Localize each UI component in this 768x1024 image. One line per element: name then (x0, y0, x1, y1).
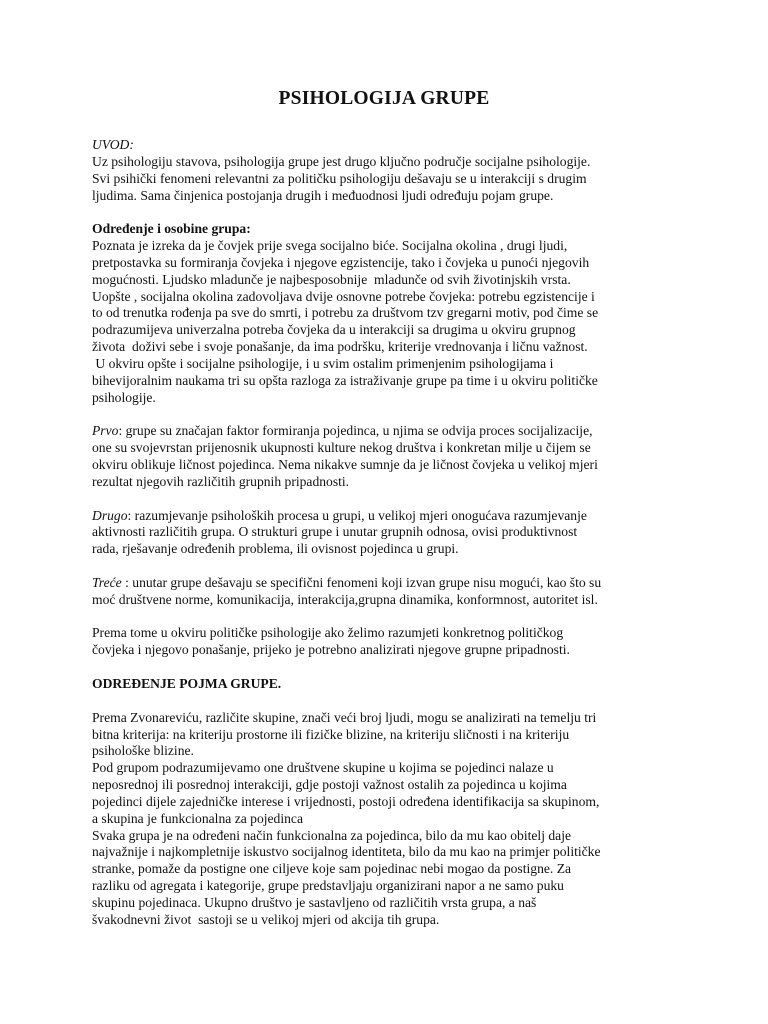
reason-second-paragraph (92, 508, 692, 559)
text-line: : grupe su značajan faktor formiranja pojedinca, u njima se odvija proces socijalizacije, (118, 423, 593, 439)
section2-paragraph (92, 710, 692, 929)
intro-paragraph (92, 154, 692, 205)
text-line: Uopšte , socijalna okolina zadovoljava dvije osnovne potrebe čovjeka: potrebu egzistencije i (92, 288, 595, 304)
text-line: bihevijoralnim naukama tri su opšta razloga za istraživanje grupe pa time i u okviru političke (92, 372, 598, 388)
reason-label: Prvo (92, 423, 119, 439)
text-line: čovjeka i njegovo ponašanje, prijeko je potrebno analizirati njegove grupne pripadnosti. (92, 642, 570, 658)
text-line: švakodnevni život sastoji se u velikoj mjeri od akcija tih grupa. (92, 911, 440, 927)
section-heading: ODREĐENJE POJMA GRUPE. (92, 676, 282, 691)
reason-first-paragraph (92, 423, 692, 490)
text-line: razliku od agregata i kategorije, grupe predstavljaju organizirani napor a ne samo puku (92, 878, 564, 894)
text-line: a skupina je funkcionalna za pojedinca (92, 810, 303, 826)
conclusion-paragraph (92, 625, 692, 659)
text-line: psihologije. (92, 389, 156, 405)
text-line: mogućnosti. Ljudsko mladunče je najbesposobnije mladunče od svih životinjskih vrsta. (92, 271, 571, 287)
text-line: psihološke blizine. (92, 743, 194, 759)
document-body (92, 137, 692, 929)
text-line: bitna kriterija: na kriteriju prostorne ili fizičke blizine, na kriteriju sličnosti i na kriteriju (92, 726, 570, 742)
text-line: one su svojevrstan prijenosnik ukupnosti kulture nekog društva i konkretan milje u čijem se (92, 440, 591, 456)
text-line: najvažnije i najkompletnije iskustvo socijalnog identiteta, bilo da mu kao na primjer političke (92, 844, 601, 860)
text-line: to od trenutka rođenja pa sve do smrti, i potrebu za društvom tzv gregarni motiv, pod čime se (92, 305, 599, 321)
text-line: Pod grupom podrazumijevamo one društvene skupine u kojima se pojedinci nalaze u (92, 760, 554, 776)
text-line: skupinu pojedinaca. Ukupno društvo je sastavljeno od različitih vrsta grupa, a naš (92, 894, 537, 910)
text-line: neposrednoj ili posrednoj interakciji, gdje postoji važnost ostalih za pojedinca u kojima (92, 777, 567, 793)
text-line: rada, rješavanje određenih problema, ili ovisnost pojedinca u grupi. (92, 541, 459, 557)
text-line: Svi psihički fenomeni relevantni za političku psihologiju dešavaju se u interakciji s drugim (92, 170, 587, 186)
text-line: Prema Zvonareviću, različite skupine, znači veći broj ljudi, mogu se analizirati na temelju tri (92, 709, 597, 725)
section1-paragraph (92, 238, 692, 406)
text-line: Uz psihologiju stavova, psihologija grupe jest drugo ključno područje socijalne psihologije. (92, 153, 591, 169)
text-line: pojedinci dijele zajedničke interese i vrijednosti, postoji određena identifikacija sa skupinom, (92, 793, 600, 809)
text-line: stranke, pomaže da postigne one ciljeve koje sam pojedinac nebi mogao da postigne. Za (92, 861, 572, 877)
text-line: života doživi sebe i svoje ponašanje, da ima podršku, kriterije vrednovanja i ličnu važnost. (92, 339, 588, 355)
document-title: PSIHOLOGIJA GRUPE (278, 88, 490, 109)
text-line: : razumjevanje psiholoških procesa u grupi, u velikoj mjeri onogućava razumjevanje (127, 507, 587, 523)
intro-label: UVOD: (92, 137, 134, 152)
text-line: podrazumijeva univerzalna potreba čovjeka da u interakciji sa drugima u okviru grupnog (92, 322, 576, 338)
text-line: U okviru opšte i socijalne psihologije, i u svim ostalim primenjenim psihologijama i (92, 355, 554, 371)
text-line: aktivnosti različitih grupa. O strukturi grupe i unutar grupnih odnosa, ovisi produktivnost (92, 524, 578, 540)
text-line: Prema tome u okviru političke psihologije ako želimo razumjeti konkretnog političkog (92, 625, 564, 641)
reason-label: Drugo (92, 507, 128, 523)
reason-label: Treće (92, 574, 122, 590)
text-line: moć društvene norme, komunikacija, interakcija,grupna dinamika, konformnost, autoritet isl. (92, 591, 598, 607)
section-heading: Određenje i osobine grupa: (92, 221, 251, 237)
text-line: : unutar grupe dešavaju se specifični fenomeni koji izvan grupe nisu mogući, kao što su (121, 574, 602, 590)
text-line: okviru oblikuje ličnost pojedinca. Nema nikakve sumnje da je ličnost čovjeka u velikoj mjeri (92, 457, 598, 473)
text-line: pretpostavka su formiranja čovjeka i njegove egzistencije, tako i čovjeka u punoći njegovih (92, 254, 590, 270)
text-line: Svaka grupa je na određeni način funkcionalna za pojedinca, bilo da mu kao obitelj daje (92, 827, 572, 843)
reason-third-paragraph (92, 575, 692, 609)
text-line: Poznata je izreka da je čovjek prije svega socijalno biće. Socijalna okolina , drugi ljudi, (92, 238, 568, 254)
text-line: ljudima. Sama činjenica postojanja drugih i međuodnosi ljudi određuju pojam grupe. (92, 187, 554, 203)
text-line: rezultat njegovih različitih grupnih pripadnosti. (92, 473, 350, 489)
